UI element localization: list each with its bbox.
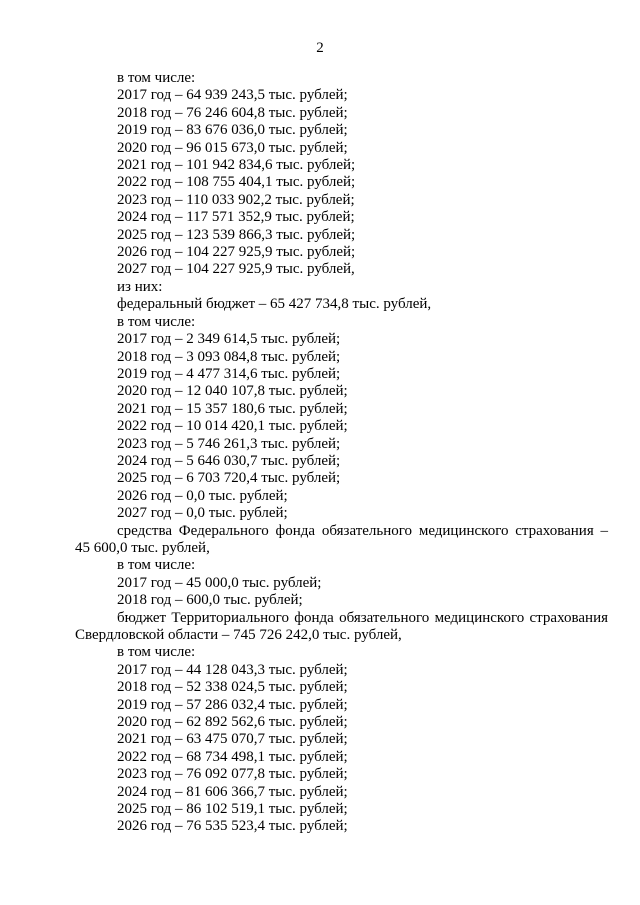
text-line: в том числе: <box>117 644 196 661</box>
text-line: 2017 год – 44 128 043,3 тыс. рублей; <box>117 661 348 678</box>
text-line: 2020 год – 96 015 673,0 тыс. рублей; <box>117 139 348 156</box>
text-line: в том числе: <box>117 557 196 574</box>
text-line: 2017 год – 64 939 243,5 тыс. рублей; <box>117 87 348 104</box>
text-line: 2019 год – 83 676 036,0 тыс. рублей; <box>117 122 348 139</box>
text-line: 2026 год – 0,0 тыс. рублей; <box>117 487 288 504</box>
text-line: 2024 год – 5 646 030,7 тыс. рублей; <box>117 452 341 469</box>
text-line: 2027 год – 0,0 тыс. рублей; <box>117 505 288 522</box>
text-line: 2027 год – 104 227 925,9 тыс. рублей, <box>117 261 355 278</box>
text-line: 2019 год – 57 286 032,4 тыс. рублей; <box>117 696 348 713</box>
text-line: 2017 год – 45 000,0 тыс. рублей; <box>117 574 322 591</box>
text-line: федеральный бюджет – 65 427 734,8 тыс. рублей, <box>117 296 432 313</box>
text-line: 2018 год – 3 093 084,8 тыс. рублей; <box>117 348 341 365</box>
text-line: 2023 год – 110 033 902,2 тыс. рублей; <box>117 191 355 208</box>
text-line: 2023 год – 5 746 261,3 тыс. рублей; <box>117 435 341 452</box>
text-line: из них: <box>117 278 163 295</box>
text-line: 2020 год – 12 040 107,8 тыс. рублей; <box>117 383 348 400</box>
text-paragraph: бюджет Территориального фонда обязательного медицинского страхования Свердловской области – 745 726 242,0 тыс. рублей, <box>75 609 608 643</box>
text-line: 2018 год – 76 246 604,8 тыс. рублей; <box>117 104 348 121</box>
document-body <box>75 70 608 836</box>
text-line: 2017 год – 2 349 614,5 тыс. рублей; <box>117 331 341 348</box>
text-line: 2019 год – 4 477 314,6 тыс. рублей; <box>117 365 341 382</box>
text-line: 2022 год – 10 014 420,1 тыс. рублей; <box>117 418 348 435</box>
text-line: 2025 год – 86 102 519,1 тыс. рублей; <box>117 801 348 818</box>
text-paragraph: средства Федерального фонда обязательного медицинского страхования – 45 600,0 тыс. рублей, <box>75 522 608 556</box>
text-line: 2021 год – 63 475 070,7 тыс. рублей; <box>117 731 348 748</box>
text-line: 2024 год – 117 571 352,9 тыс. рублей; <box>117 209 355 226</box>
text-line: 2026 год – 104 227 925,9 тыс. рублей; <box>117 244 356 261</box>
text-line: в том числе: <box>117 313 196 330</box>
text-line: 2026 год – 76 535 523,4 тыс. рублей; <box>117 818 348 835</box>
text-line: 2018 год – 52 338 024,5 тыс. рублей; <box>117 679 348 696</box>
text-line: 2022 год – 108 755 404,1 тыс. рублей; <box>117 174 356 191</box>
text-line: 2025 год – 123 539 866,3 тыс. рублей; <box>117 226 356 243</box>
text-line: 2020 год – 62 892 562,6 тыс. рублей; <box>117 714 348 731</box>
text-line: 2025 год – 6 703 720,4 тыс. рублей; <box>117 470 341 487</box>
text-line: 2024 год – 81 606 366,7 тыс. рублей; <box>117 783 348 800</box>
text-line: 2023 год – 76 092 077,8 тыс. рублей; <box>117 766 348 783</box>
page-number: 2 <box>316 40 324 56</box>
text-line: 2021 год – 15 357 180,6 тыс. рублей; <box>117 400 348 417</box>
text-line: 2022 год – 68 734 498,1 тыс. рублей; <box>117 748 348 765</box>
text-line: 2021 год – 101 942 834,6 тыс. рублей; <box>117 157 356 174</box>
text-line: в том числе: <box>117 70 196 86</box>
text-line: 2018 год – 600,0 тыс. рублей; <box>117 592 303 609</box>
